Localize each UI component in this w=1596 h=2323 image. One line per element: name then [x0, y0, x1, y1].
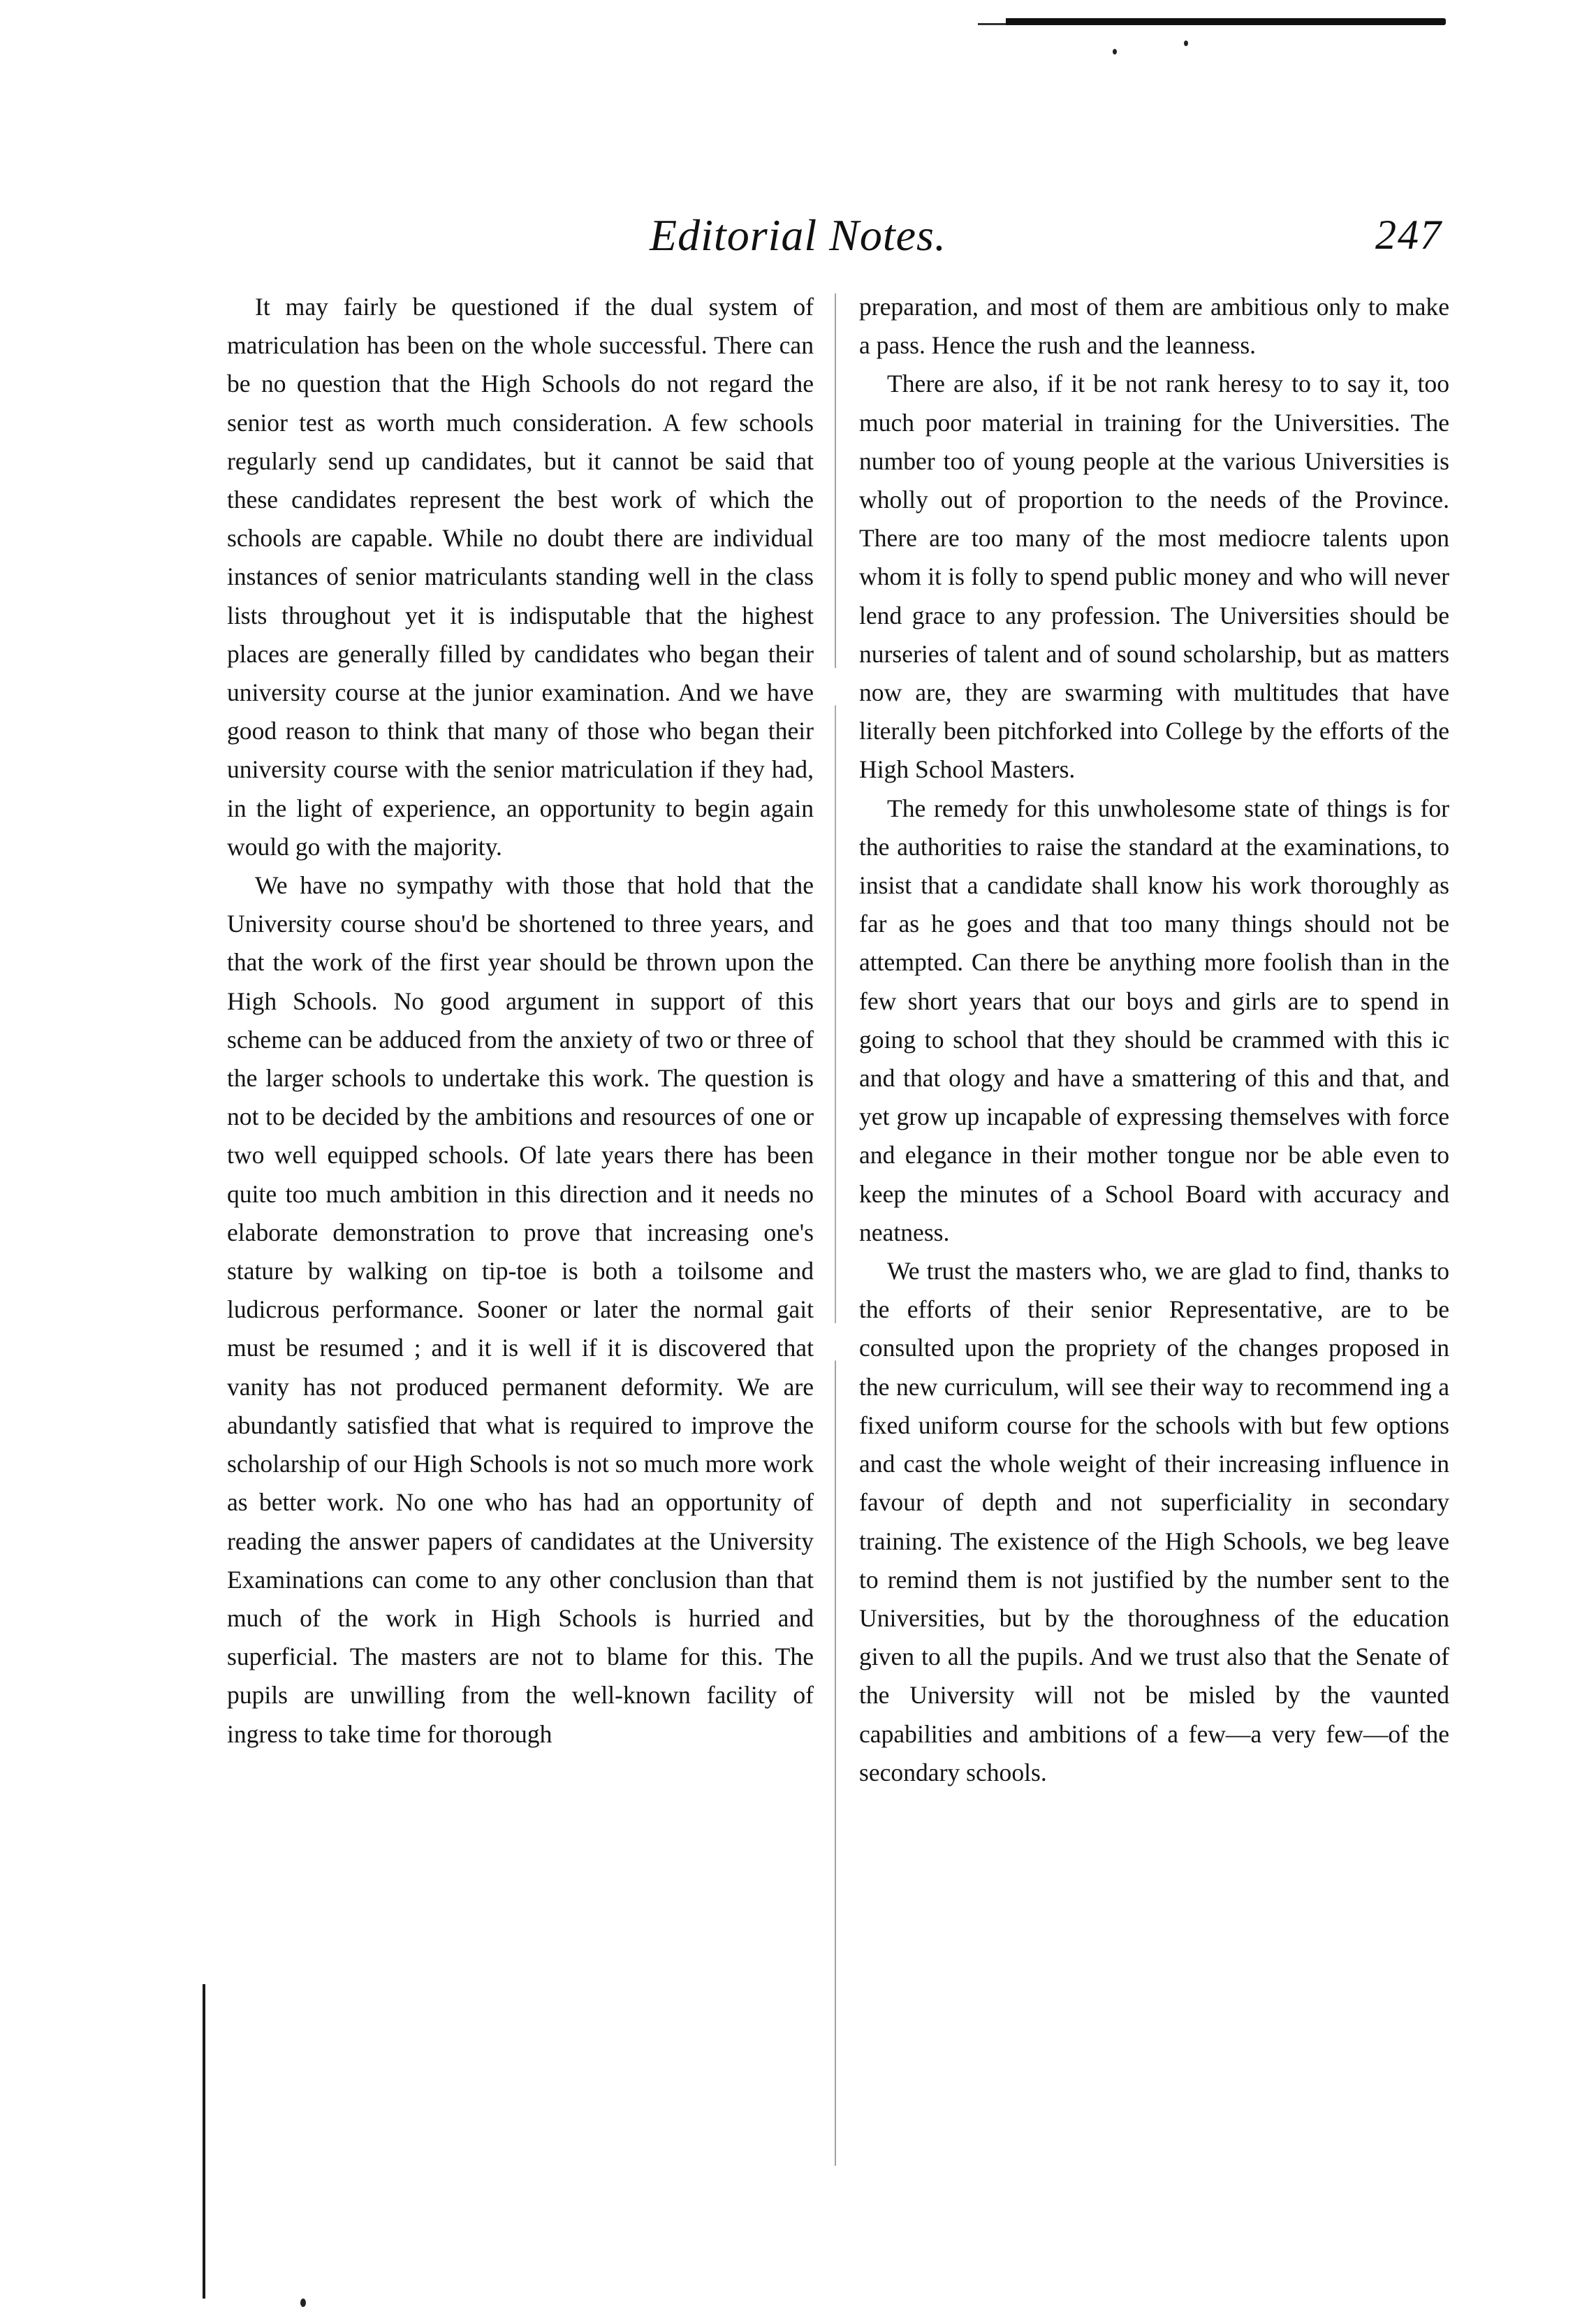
- right-column: [859, 288, 1449, 1792]
- paragraph: We have no sympathy with those that hold that the University course shou'd be shortened to three years, and that the work of the first year should be thrown upon the High Schools. No good argument in support of this scheme can be adduced from the anxiety of two or three of the larger schools to undertake this work. The question is not to be decided by the ambitions and resources of one or two well equipped schools. Of late years there has been quite too much ambition in this direction and it needs no elaborate demonstration to prove that increasing one's stature by walking on tip-toe is both a toilsome and ludicrous performance. Sooner or later the normal gait must be resumed ; and it is well if it is discovered that vanity has not produced permanent deformity. We are abundantly satisfied that what is required to improve the scholarship of our High Schools is not so much more work as better work. No one who has had an opportunity of reading the answer papers of candidates at the University Examinations can come to any other conclusion than that much of the work in High Schools is hurried and superficial. The masters are not to blame for this. The pupils are unwilling from the well-known facility of ingress to take time for thorough: [227, 871, 814, 1748]
- print-speck: [1113, 49, 1117, 54]
- print-speck: [300, 2299, 306, 2307]
- print-speck: [1184, 41, 1188, 46]
- page-header: [0, 210, 1596, 272]
- paragraph: There are also, if it be not rank heresy to to say it, too much poor material in training for the Universities. The number too of young people at the various Universities is wholly out of proportion to the needs of the Province. There are too many of the most mediocre talents upon whom it is folly to spend public money and who will never lend grace to any profession. The Universities should be nurseries of talent and of sound scholarship, but as matters now are, they are swarming with multitudes that have literally been pitchforked into College by the efforts of the High School Masters.: [859, 370, 1449, 784]
- paragraph: We trust the masters who, we are glad to find, thanks to the efforts of their senior Representative, are to be consulted upon the propriety of the changes proposed in the new curriculum, will see their way to recommend ing a fixed uniform course for the schools with but few options and cast the whole weight of their increasing influence in favour of depth and not superficiality in secondary training. The existence of the High Schools, we beg leave to remind them is not justified by the number sent to the Universities, but by the thoroughness of the education given to all the pupils. And we trust also that the Senate of the University will not be misled by the vaunted capabilities and ambitions of a few—a very few—of the secondary schools.: [859, 1257, 1449, 1786]
- left-column: [227, 288, 814, 1754]
- column-divider: [835, 293, 836, 2166]
- paragraph: It may fairly be questioned if the dual system of matriculation has been on the whole successful. There can be no question that the High Schools do not regard the senior test as worth much consideration. A few schools regularly send up candidates, but it cannot be said that these candidates represent the best work of which the schools are capable. While no doubt there are individual instances of senior matriculants standing well in the class lists throughout yet it is indisputable that the highest places are generally filled by candidates who began their university course at the junior examination. And we have good reason to think that many of those who began their university course with the senior matriculation if they had, in the light of experience, an opportunity to begin again would go with the majority.: [227, 293, 814, 861]
- paragraph: The remedy for this unwholesome state of things is for the authorities to raise the standard at the examinations, to insist that a candidate shall know his work thoroughly as far as he goes and that too many things should not be attempted. Can there be anything more foolish than in the few short years that our boys and girls are to spend in going to school that they should be crammed with this ic and that ology and have a smattering of this and that, and yet grow up incapable of expressing themselves with force and elegance in their mother tongue nor be able even to keep the minutes of a School Board with accuracy and neatness.: [859, 794, 1449, 1246]
- binding-edge-rule: [203, 1984, 205, 2299]
- page-number: 247: [1375, 212, 1442, 258]
- paragraph-continued: preparation, and most of them are ambitious only to make a pass. Hence the rush and the leanness.: [859, 293, 1449, 360]
- top-rule: [1006, 18, 1446, 25]
- running-title: Editorial Notes.: [650, 210, 946, 260]
